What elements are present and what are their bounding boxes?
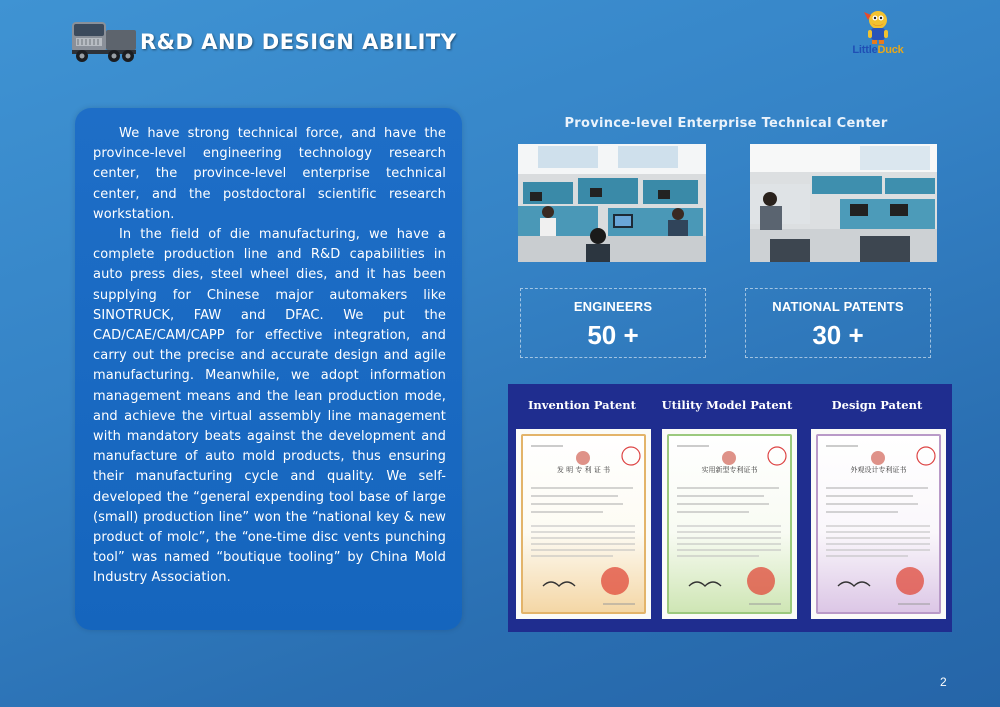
paragraph-intro: We have strong technical force, and have the province-level engineering technology research center, the province-level enterprise technical center, and the postdoctoral scientific research workstation.: [93, 126, 446, 222]
logo-text: LittleDuck: [852, 44, 904, 56]
invention-patent-certificate: [516, 429, 651, 619]
engineers-value: 50 +: [587, 320, 639, 350]
engineers-label: ENGINEERS: [573, 299, 653, 314]
design-patent-label: Design Patent: [831, 398, 923, 412]
utility-model-patent-certificate: [662, 429, 797, 619]
patent-certificates-panel: [508, 384, 952, 632]
page-title: R&D AND DESIGN ABILITY: [140, 30, 457, 54]
description-panel: [75, 108, 462, 630]
brand-logo: [838, 8, 918, 66]
page-number: 2: [940, 675, 947, 689]
certificate-seal-icon: [818, 436, 939, 612]
technical-center-photo: [518, 144, 706, 262]
office-photo: [750, 144, 937, 262]
technical-center-title: Province-level Enterprise Technical Center: [564, 116, 888, 131]
certificate-seal-icon: [523, 436, 644, 612]
certificate-seal-icon: [669, 436, 790, 612]
duck-mascot-icon: [858, 8, 898, 46]
utility-model-certificate-title: 实用新型专利证书: [701, 466, 758, 474]
utility-model-patent-label: Utility Model Patent: [661, 398, 793, 412]
paragraph-die-manufacturing: In the field of die manufacturing, we have a complete production line and R&D capabilities in auto press dies, steel wheel dies, and it has been supplying for Chinese major automakers like SINOTRUCK, FAW and DFAC. We put the CAD/CAE/CAM/CAPP for effective integration, and carry out the precise and accurate design and agile manufacturing. Meanwhile, we adopt information management means and the lean production mode, and achieve the virtual assembly line management with mandatory beats against the development and manufacture of auto mold products, thus ensuring their manufacturing cycle and quality. We self-developed the “general expending tool base of large (small) production line” won the “national key & new product of molc”, the “one-time disc vents punching tool” was named “boutique tooling” by China Mold Industry Association.: [93, 227, 446, 586]
invention-patent-label: Invention Patent: [528, 398, 636, 412]
engineers-stat: [520, 288, 706, 358]
patents-value: 30 +: [812, 320, 864, 350]
design-patent-certificate: [811, 429, 946, 619]
patents-label: NATIONAL PATENTS: [772, 299, 904, 314]
truck-icon: [70, 8, 142, 66]
patents-stat: [745, 288, 931, 358]
invention-certificate-title: 发 明 专 利 证 书: [556, 466, 611, 474]
design-certificate-title: 外观设计专利证书: [850, 466, 907, 474]
